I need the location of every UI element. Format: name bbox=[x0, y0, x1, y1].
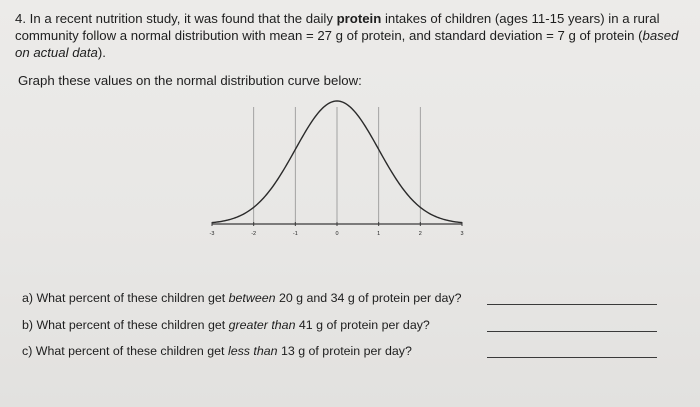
question-a bbox=[22, 291, 462, 305]
problem-keyword: protein bbox=[336, 11, 382, 26]
problem-source-note-1: based on bbox=[15, 28, 679, 61]
x-tick-label-6: 3 bbox=[460, 231, 464, 237]
x-tick-label-4: 1 bbox=[377, 231, 381, 237]
question-b-text-1: What percent of these children get bbox=[33, 318, 229, 332]
question-b-emphasis: greater than bbox=[228, 318, 296, 332]
x-tick-label-1: -2 bbox=[251, 231, 257, 237]
question-c-text-1: What percent of these children get bbox=[32, 344, 228, 358]
x-tick-label-0: -3 bbox=[209, 231, 215, 237]
x-tick-label-2: -1 bbox=[292, 231, 298, 237]
x-tick-label-3: 0 bbox=[335, 231, 339, 237]
question-b bbox=[22, 318, 430, 332]
problem-text-part-4: ). bbox=[97, 45, 106, 61]
question-b-label: b) bbox=[22, 318, 34, 332]
question-a-text-1: What percent of these children get bbox=[33, 291, 229, 305]
graph-instruction: Graph these values on the normal distribution curve below: bbox=[18, 73, 362, 88]
x-tick-label-5: 2 bbox=[418, 231, 422, 237]
question-b-text-2: 41 g of protein per day? bbox=[295, 318, 430, 332]
answer-blank-c[interactable] bbox=[487, 357, 657, 358]
question-a-emphasis: between bbox=[228, 291, 276, 305]
problem-source-note-2: actual data bbox=[33, 45, 98, 61]
answer-blank-b[interactable] bbox=[487, 331, 657, 332]
question-c bbox=[22, 344, 412, 358]
problem-number: 4. bbox=[15, 11, 26, 26]
question-c-text-2: 13 g of protein per day? bbox=[277, 344, 412, 358]
problem-text-part-3: community follow a normal distribution with mean = 27 g of protein, and standard deviation = 7 g of protein ( bbox=[15, 28, 643, 44]
problem-text-part-1: In a recent nutrition study, it was found that the daily bbox=[29, 11, 337, 26]
question-a-label: a) bbox=[22, 291, 34, 305]
answer-blank-a[interactable] bbox=[487, 304, 657, 305]
question-c-label: c) bbox=[22, 344, 33, 358]
question-a-text-2: 20 g and 34 g of protein per day? bbox=[275, 291, 462, 305]
problem-text-part-2: intakes of children (ages 11-15 years) in a rural bbox=[381, 11, 660, 26]
question-c-emphasis: less than bbox=[227, 344, 278, 358]
